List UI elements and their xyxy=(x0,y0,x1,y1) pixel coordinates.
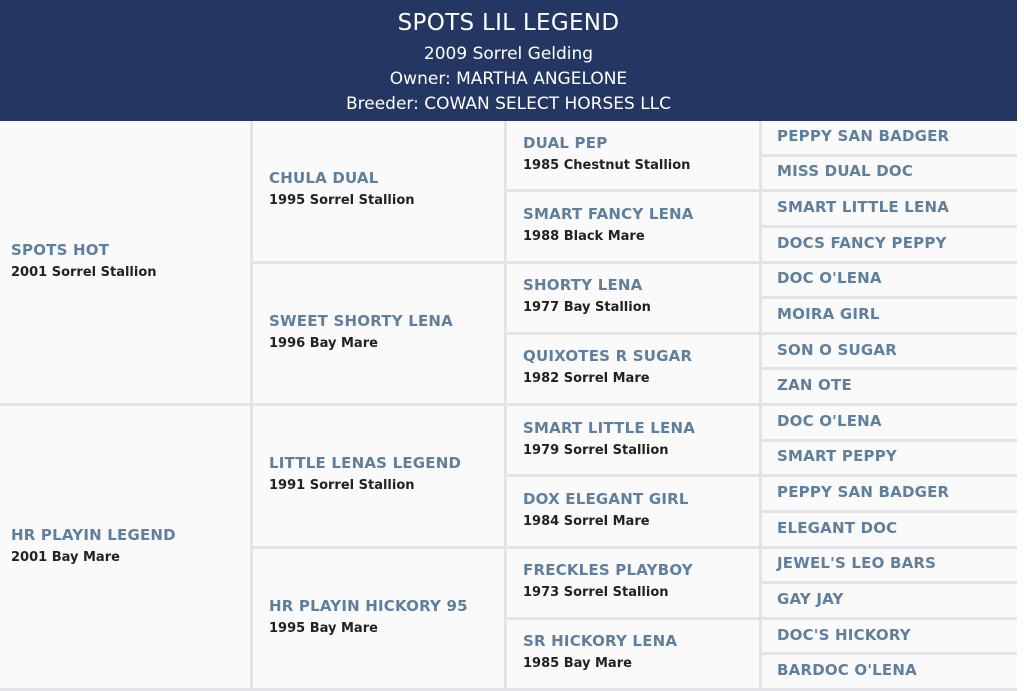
horse-name-title: SPOTS LIL LEGEND xyxy=(397,10,620,36)
great-great-grandparent-cell xyxy=(762,584,1020,620)
great-great-grandparent-cell xyxy=(762,192,1020,228)
grandparent-cell xyxy=(253,121,507,264)
horse-name-link[interactable]: MOIRA GIRL xyxy=(777,304,880,323)
great-great-grandparent-cell xyxy=(762,299,1020,335)
horse-name-link[interactable]: DOC O'LENA xyxy=(777,411,882,430)
page-edge xyxy=(1017,0,1024,691)
horse-name-link[interactable]: PEPPY SAN BADGER xyxy=(777,126,950,145)
great-great-grandparent-cell xyxy=(762,228,1020,264)
horse-name-link[interactable]: SMART LITTLE LENA xyxy=(777,198,950,217)
horse-description: 1982 Sorrel Mare xyxy=(523,371,650,387)
horse-name-link[interactable]: CHULA DUAL xyxy=(269,169,379,188)
horse-name-link[interactable]: JEWEL'S LEO BARS xyxy=(777,554,937,573)
great-great-grandparent-cell xyxy=(762,121,1020,157)
great-grandparent-cell xyxy=(507,264,762,335)
horse-name-link[interactable]: DOX ELEGANT GIRL xyxy=(523,489,689,508)
horse-name-link[interactable]: ELEGANT DOC xyxy=(777,518,898,537)
horse-name-link[interactable]: HR PLAYIN HICKORY 95 xyxy=(269,596,468,615)
pedigree-table xyxy=(0,121,1024,691)
great-great-grandparent-cell xyxy=(762,549,1020,585)
great-grandparent-cell xyxy=(507,549,762,620)
great-grandparent-cell xyxy=(507,335,762,406)
great-great-grandparent-cell xyxy=(762,477,1020,513)
horse-description: 2001 Sorrel Stallion xyxy=(11,264,157,280)
horse-description: 1977 Bay Stallion xyxy=(523,300,651,316)
horse-name-link[interactable]: QUIXOTES R SUGAR xyxy=(523,347,693,366)
sire-cell xyxy=(0,121,253,406)
grandparent-cell xyxy=(253,549,507,691)
horse-description: 2001 Bay Mare xyxy=(11,549,120,565)
dam-cell xyxy=(0,406,253,691)
great-great-grandparent-cell xyxy=(762,406,1020,442)
owner-line: Owner: MARTHA ANGELONE xyxy=(389,69,628,89)
horse-name-link[interactable]: DOCS FANCY PEPPY xyxy=(777,233,947,252)
horse-name-link[interactable]: SWEET SHORTY LENA xyxy=(269,311,453,330)
horse-description: 1985 Chestnut Stallion xyxy=(523,157,691,173)
breeder-line: Breeder: COWAN SELECT HORSES LLC xyxy=(345,94,672,114)
grandparent-cell xyxy=(253,264,507,407)
great-grandparent-cell xyxy=(507,121,762,192)
great-grandparent-cell xyxy=(507,477,762,548)
horse-name-link[interactable]: DUAL PEP xyxy=(523,133,608,152)
horse-name-link[interactable]: GAY JAY xyxy=(777,589,844,608)
great-great-grandparent-cell xyxy=(762,370,1020,406)
great-grandparent-cell xyxy=(507,406,762,477)
grandparent-cell xyxy=(253,406,507,549)
great-great-grandparent-cell xyxy=(762,442,1020,478)
pedigree-header xyxy=(0,0,1017,121)
horse-name-link[interactable]: SR HICKORY LENA xyxy=(523,632,678,651)
great-great-grandparent-cell xyxy=(762,513,1020,549)
horse-description: 1996 Bay Mare xyxy=(269,335,378,351)
horse-name-link[interactable]: SON O SUGAR xyxy=(777,340,897,359)
horse-name-link[interactable]: ZAN OTE xyxy=(777,376,852,395)
horse-name-link[interactable]: MISS DUAL DOC xyxy=(777,162,914,181)
great-grandparent-cell xyxy=(507,192,762,263)
horse-name-link[interactable]: SMART PEPPY xyxy=(777,447,897,466)
great-great-grandparent-cell xyxy=(762,655,1020,691)
horse-name-link[interactable]: DOC'S HICKORY xyxy=(777,625,911,644)
great-grandparent-cell xyxy=(507,620,762,691)
horse-description: 2009 Sorrel Gelding xyxy=(423,44,594,64)
great-great-grandparent-cell xyxy=(762,620,1020,656)
great-great-grandparent-cell xyxy=(762,157,1020,193)
great-great-grandparent-cell xyxy=(762,264,1020,300)
horse-description: 1995 Bay Mare xyxy=(269,620,378,636)
horse-name-link[interactable]: DOC O'LENA xyxy=(777,269,882,288)
horse-description: 1985 Bay Mare xyxy=(523,656,632,672)
horse-description: 1991 Sorrel Stallion xyxy=(269,478,415,494)
horse-name-link[interactable]: BARDOC O'LENA xyxy=(777,661,917,680)
horse-description: 1988 Black Mare xyxy=(523,228,645,244)
horse-description: 1995 Sorrel Stallion xyxy=(269,193,415,209)
horse-name-link[interactable]: SHORTY LENA xyxy=(523,276,643,295)
horse-description: 1979 Sorrel Stallion xyxy=(523,442,669,458)
great-great-grandparent-cell xyxy=(762,335,1020,371)
horse-name-link[interactable]: PEPPY SAN BADGER xyxy=(777,483,950,502)
horse-name-link[interactable]: SMART LITTLE LENA xyxy=(523,418,696,437)
horse-name-link[interactable]: LITTLE LENAS LEGEND xyxy=(269,454,462,473)
horse-name-link[interactable]: FRECKLES PLAYBOY xyxy=(523,561,693,580)
horse-description: 1973 Sorrel Stallion xyxy=(523,585,669,601)
horse-name-link[interactable]: SPOTS HOT xyxy=(11,240,110,259)
horse-description: 1984 Sorrel Mare xyxy=(523,513,650,529)
horse-name-link[interactable]: HR PLAYIN LEGEND xyxy=(11,525,176,544)
horse-name-link[interactable]: SMART FANCY LENA xyxy=(523,204,694,223)
